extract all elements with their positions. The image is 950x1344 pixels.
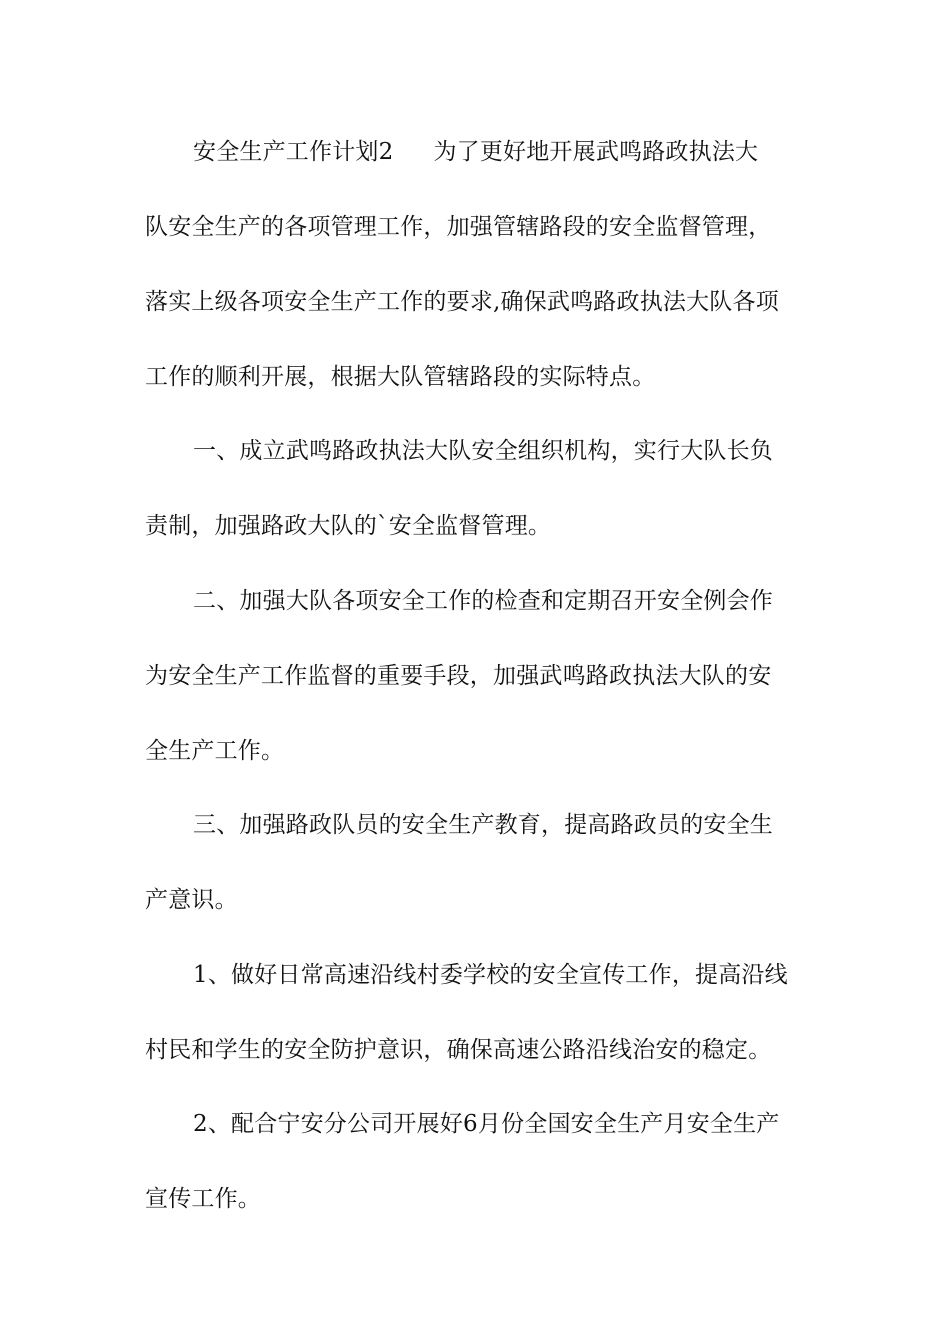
paragraph-line: 队安全生产的各项管理工作，加强管辖路段的安全监督管理，: [145, 214, 772, 240]
paragraph-line: 工作的顺利开展，根据大队管辖路段的实际特点。: [145, 364, 656, 390]
paragraph-line: 全生产工作。: [145, 738, 285, 764]
paragraph-line: 二、加强大队各项安全工作的检查和定期召开安全例会作: [193, 588, 773, 614]
paragraph-line: 为安全生产工作监督的重要手段，加强武鸣路政执法大队的安: [145, 663, 772, 689]
paragraph-text: 为了更好地开展武鸣路政执法大: [433, 139, 759, 165]
paragraph-line: 2、配合宁安分公司开展好6月份全国安全生产月安全生产: [193, 1111, 780, 1137]
document-heading: 安全生产工作计划2: [193, 139, 394, 165]
paragraph-line: 责制，加强路政大队的`安全监督管理。: [145, 513, 552, 539]
paragraph-line: [193, 137, 873, 167]
paragraph-line: 宣传工作。: [145, 1186, 261, 1212]
paragraph-line: 产意识。: [145, 887, 238, 913]
paragraph-line: 村民和学生的安全防护意识，确保高速公路沿线治安的稳定。: [145, 1037, 772, 1063]
paragraph-line: 1、做好日常高速沿线村委学校的安全宣传工作，提高沿线: [193, 962, 788, 988]
paragraph-line: 一、成立武鸣路政执法大队安全组织机构，实行大队长负: [193, 438, 773, 464]
paragraph-line: 三、加强路政队员的安全生产教育，提高路政员的安全生: [193, 812, 773, 838]
paragraph-line: 落实上级各项安全生产工作的要求,确保武鸣路政执法大队各项: [145, 289, 779, 315]
